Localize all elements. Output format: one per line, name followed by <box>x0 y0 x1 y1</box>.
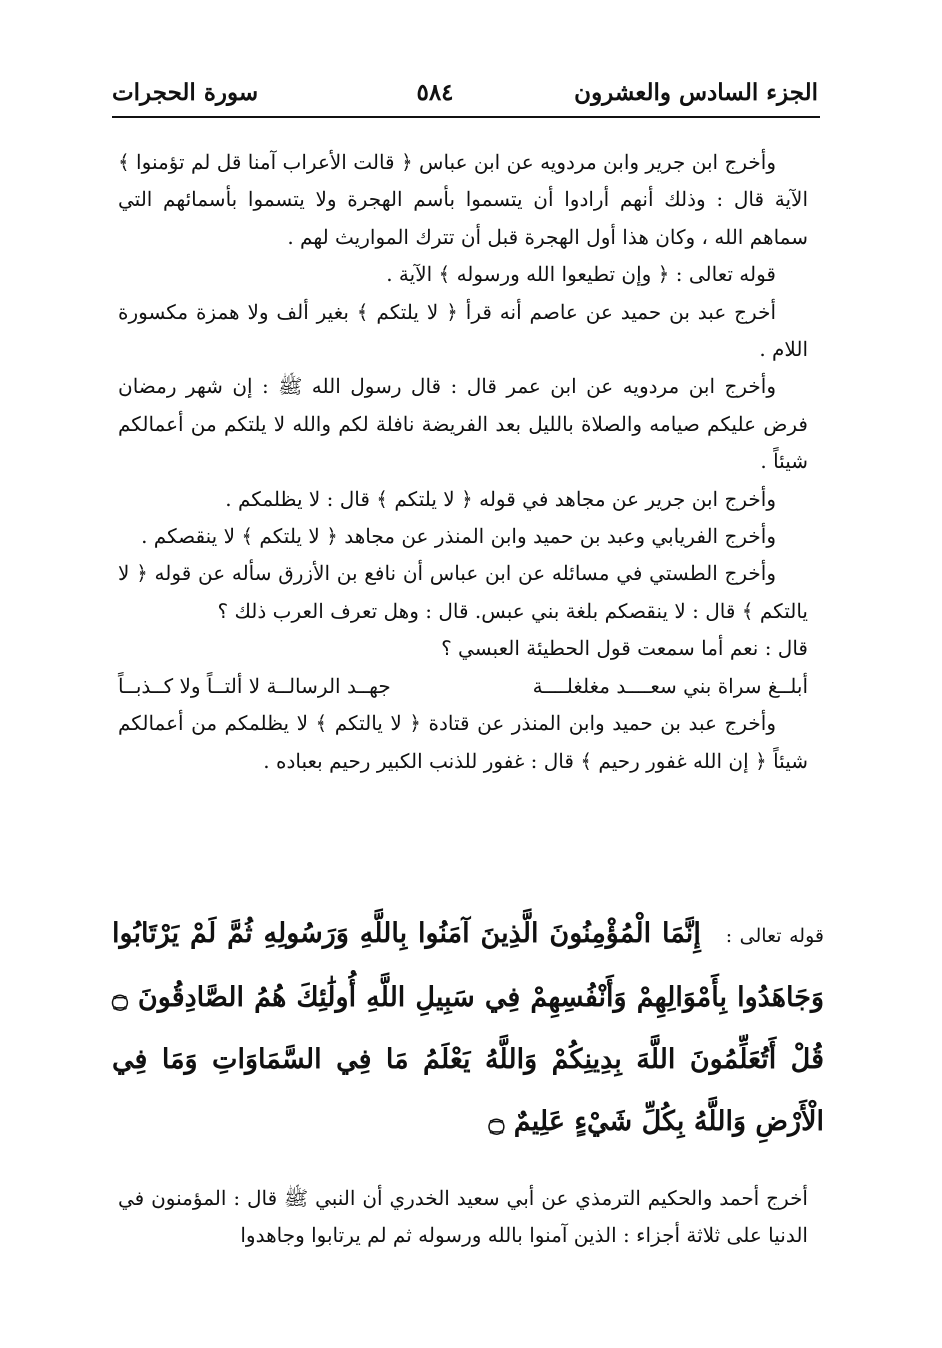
paragraph: أخرج عبد بن حميد عن عاصم أنه قرأ ﴿ لا يلتكم ﴾ بغير ألف ولا همزة مكسورة اللام . <box>118 299 808 362</box>
quran-verse-block <box>112 903 824 1153</box>
page-header <box>112 72 818 112</box>
paragraph: وأخرج ابن جرير وابن مردويه عن ابن عباس ﴿ قالت الأعراب آمنا قل لم تؤمنوا ﴾ الآية قال : وذلك أنهم أرادوا أن يتسموا بأسم الهجرة ولا يتسموا بأسمائهم التي سماهم الله ، وكان هذا أول الهجرة قبل أن تترك المواريث لهم . <box>117 150 808 249</box>
paragraph: وأخرج الفريابي وعبد بن حميد وابن المنذر عن مجاهد ﴿ لا يلتكم ﴾ لا ينقصكم . <box>141 524 776 549</box>
bottom-text <box>118 1180 808 1255</box>
quran-verse: إِنَّمَا الْمُؤْمِنُونَ الَّذِينَ آمَنُوا بِاللَّهِ وَرَسُولِهِ ثُمَّ لَمْ يَرْتَابُوا وَجَاهَدُوا بِأَمْوَالِهِمْ وَأَنْفُسِهِمْ فِي سَبِيلِ اللَّهِ أُولَٰئِكَ هُمُ الصَّادِقُونَ ۝ قُلْ أَتُعَلِّمُونَ اللَّهَ بِدِينِكُمْ وَاللَّهُ يَعْلَمُ مَا فِي السَّمَاوَاتِ وَمَا فِي الْأَرْضِ وَاللَّهُ بِكُلِّ شَيْءٍ عَلِيمٌ ۝ <box>112 918 824 1137</box>
poem-verse <box>118 668 808 705</box>
poem-hemistich-first: أبلــغ سراة بني سعــــد مغلغلــــة <box>532 673 808 698</box>
paragraph: وأخرج ابن جرير عن مجاهد في قوله ﴿ لا يلتكم ﴾ قال : لا يظلمكم . <box>225 486 776 511</box>
main-text <box>118 144 808 780</box>
surah-name: سورة الحجرات <box>112 78 259 106</box>
paragraph: وأخرج الطستي في مسائله عن ابن عباس أن نافع بن الأزرق سأله عن قوله ﴿ لا يالتكم ﴾ قال : لا ينقصكم بلغة بني عبس. قال : وهل تعرف العرب ذلك ؟ <box>118 561 808 623</box>
paragraph: وأخرج عبد بن حميد وابن المنذر عن قتادة ﴿ لا يالتكم ﴾ لا يظلمكم من أعمالكم شيئاً ﴿ إن الله غفور رحيم ﴾ قال : غفور للذنب الكبير رحيم بعباده . <box>118 711 808 773</box>
paragraph: قوله تعالى : ﴿ وإن تطيعوا الله ورسوله ﴾ الآية . <box>386 262 776 287</box>
paragraph: قال : نعم أما سمعت قول الحطيئة العبسي ؟ <box>441 636 808 661</box>
juz-title: الجزء السادس والعشرون <box>574 78 818 106</box>
poem-hemistich-second: جهــد الرسالــة لا ألتــاً ولا كــذبــاً <box>118 673 391 698</box>
page-number: ٥٨٤ <box>416 78 454 106</box>
verse-intro: قوله تعالى : <box>725 925 824 947</box>
header-rule <box>112 116 820 118</box>
paragraph: أخرج أحمد والحكيم الترمذي عن أبي سعيد الخدري أن النبي ﷺ قال : المؤمنون في الدنيا على ثلاثة أجزاء : الذين آمنوا بالله ورسوله ثم لم يرتابوا وجاهدوا <box>118 1186 808 1248</box>
paragraph: وأخرج ابن مردويه عن ابن عمر قال : قال رسول الله ﷺ : إن شهر رمضان فرض عليكم صيامه والصلاة بالليل بعد الفريضة نافلة لكم والله لا يلتكم من أعمالكم شيئاً . <box>118 374 808 474</box>
